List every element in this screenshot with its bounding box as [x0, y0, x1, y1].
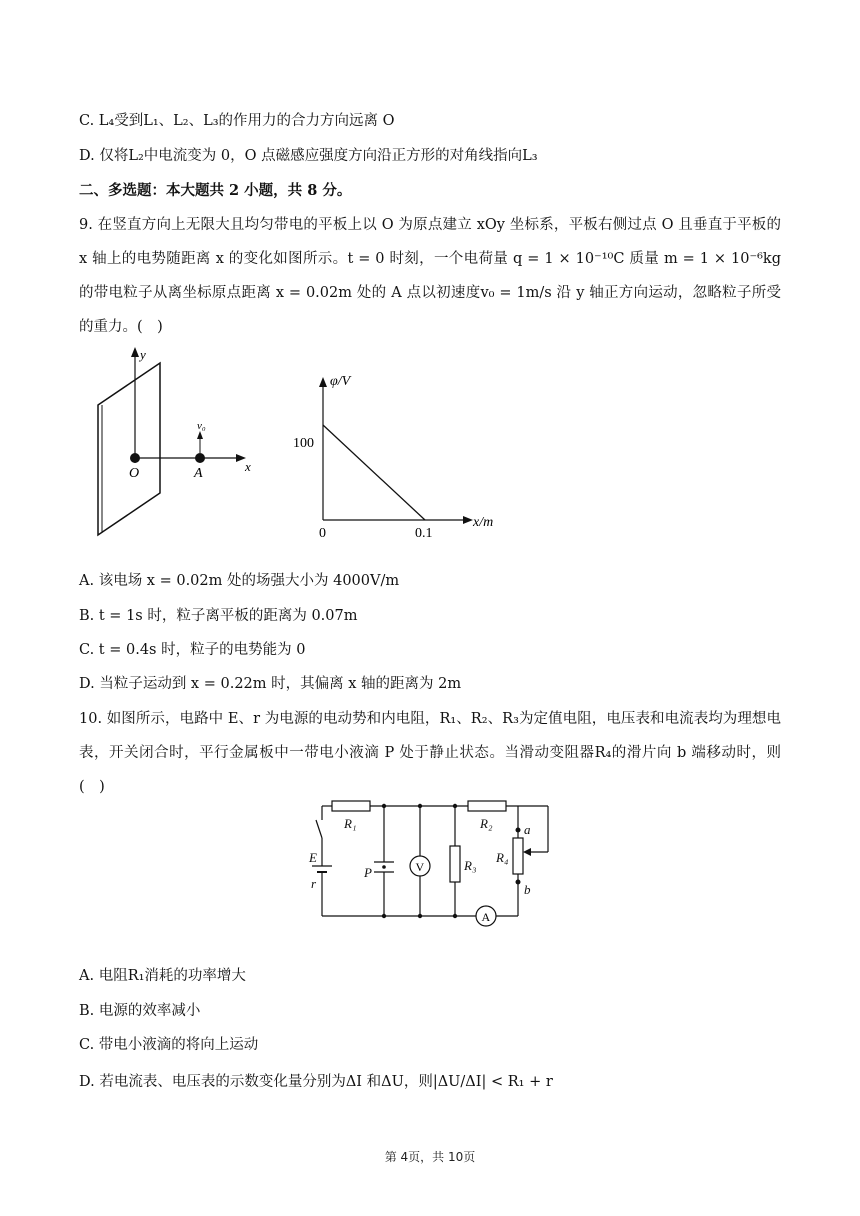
- q9-option-d: D. 当粒子运动到 x = 0.22m 时，其偏离 x 轴的距离为 2m: [79, 676, 462, 692]
- label-r: r: [311, 876, 317, 891]
- point-a: [195, 453, 205, 463]
- potential-chart: [285, 365, 495, 545]
- label-e: E: [309, 850, 317, 865]
- q9-option-b: B. t = 1s 时，粒子离平板的距离为 0.07m: [79, 608, 358, 624]
- switch: [316, 820, 322, 838]
- plate-figure: [90, 345, 270, 555]
- resistor-r1: [332, 801, 370, 811]
- chart-xtick-0.1: 0.1: [415, 526, 433, 541]
- label-r2: R₂: [480, 816, 493, 831]
- label-a: a: [524, 822, 531, 837]
- resistor-r2: [468, 801, 506, 811]
- origin-point: [130, 453, 140, 463]
- velocity-label: v₀: [197, 420, 206, 432]
- chart-ylabel: φ/V: [330, 374, 351, 389]
- section-heading: 二、多选题：本大题共 2 小题，共 8 分。: [79, 182, 352, 199]
- terminal-b: [516, 880, 521, 885]
- chart-xtick-0: 0: [319, 526, 326, 541]
- terminal-a: [516, 828, 521, 833]
- droplet-p: [382, 865, 386, 869]
- prev-option-c: C. L₄受到L₁、L₂、L₃的作用力的合力方向远离 O: [79, 113, 395, 129]
- x-axis-label: x: [245, 459, 251, 474]
- y-axis-label: y: [140, 347, 146, 362]
- q9-option-c: C. t = 0.4s 时，粒子的电势能为 0: [79, 642, 306, 658]
- ammeter-label: A: [481, 910, 491, 924]
- page-footer: 第 4页，共 10页: [384, 1150, 476, 1164]
- chart-xlabel: x/m: [473, 515, 494, 530]
- question-10-stem: 10. 如图所示，电路中 E、r 为电源的电动势和内电阻，R₁、R₂、R₃为定值电阻，电压表和电流表均为理想电表，开关闭合时，平行金属板中一带电小液滴 P 处于静止状态。当滑动变阻器R₄的滑片向 b 端移动时，则( ): [79, 711, 781, 795]
- chart-ytick-100: 100: [293, 436, 314, 451]
- q9-option-a: A. 该电场 x = 0.02m 处的场强大小为 4000V/m: [79, 573, 400, 589]
- q10-option-b: B. 电源的效率减小: [79, 1003, 201, 1019]
- point-a-label: A: [194, 466, 203, 481]
- charged-plate: [98, 363, 160, 535]
- rheostat-r4: [513, 838, 523, 874]
- origin-label: O: [129, 466, 140, 481]
- prev-option-d: D. 仅将L₂中电流变为 0，O 点磁感应强度方向沿正方形的对角线指向L₃: [79, 148, 538, 164]
- q10-option-c: C. 带电小液滴的将向上运动: [79, 1037, 259, 1053]
- potential-series-line: [323, 425, 425, 520]
- label-r1: R₁: [344, 816, 357, 831]
- label-b: b: [524, 882, 531, 897]
- voltmeter-label: V: [415, 860, 425, 874]
- question-9-stem: 9. 在竖直方向上无限大且均匀带电的平板上以 O 为原点建立 xOy 坐标系，平板右侧过点 O 且垂直于平板的 x 轴上的电势随距离 x 的变化如图所示。t = 0 时刻，一个电荷量 q = 1 × 10⁻¹⁰C 质量 m = 1 × 10⁻⁶kg 的带电粒子从离坐标原点距离 x = 0.02m 处的 A 点以初速度v₀ = 1m/s 沿 y 轴正方向运动，忽略粒子所受的重力。( ): [79, 217, 781, 335]
- label-r4: R₄: [496, 850, 509, 865]
- q10-option-a: A. 电阻R₁消耗的功率增大: [79, 968, 246, 984]
- resistor-r3: [450, 846, 460, 882]
- slider-arrow: [523, 848, 531, 856]
- label-p: P: [364, 865, 372, 880]
- q10-option-d: D. 若电流表、电压表的示数变化量分别为ΔI 和ΔU，则|ΔU/ΔI| < R₁ + r: [79, 1074, 553, 1090]
- circuit-diagram: [300, 790, 570, 940]
- label-r3: R₃: [464, 858, 477, 873]
